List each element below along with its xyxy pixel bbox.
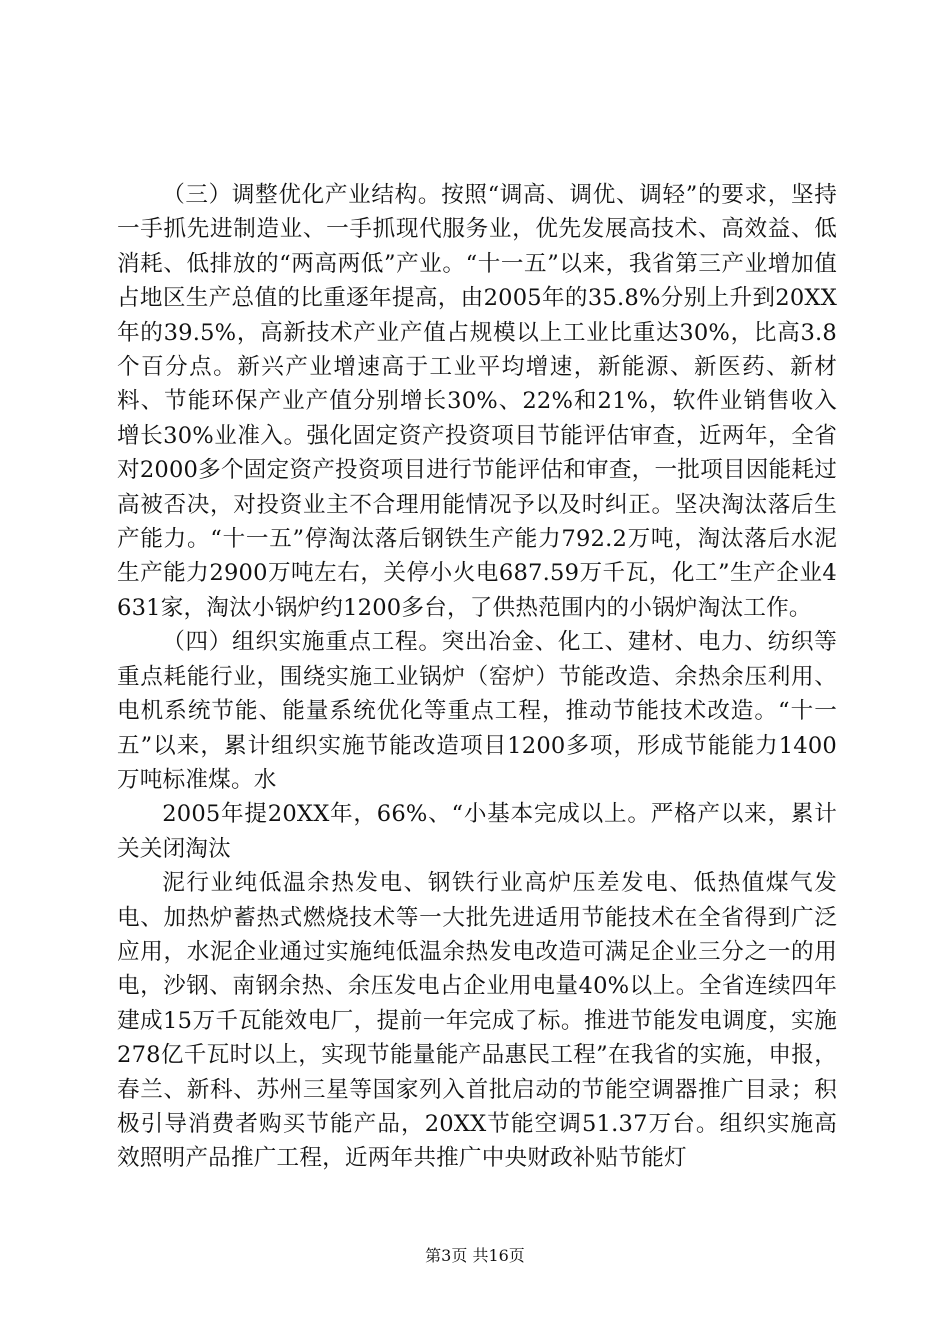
document-body [117, 178, 837, 1176]
paragraph-key-projects: （四）组织实施重点工程。突出冶金、化工、建材、电力、纺织等重点耗能行业，围绕实施工业锅炉（窑炉）节能改造、余热余压利用、电机系统节能、能量系统优化等重点工程，推动节能技术改造。“十一五”以来，累计组织实施节能改造项目1200多项，形成节能能力1400万吨标准煤。水 [117, 629, 837, 793]
paragraph-fragment: 2005年提20XX年，66%、“小基本完成以上。严格产以来，累计关关闭淘汰 [117, 801, 837, 862]
paragraph-energy-technology: 泥行业纯低温余热发电、钢铁行业高炉压差发电、低热值煤气发电、加热炉蓄热式燃烧技术等一大批先进适用节能技术在全省得到广泛应用，水泥企业通过实施纯低温余热发电改造可满足企业三分之一的用电，沙钢、南钢余热、余压发电占企业用电量40%以上。全省连续四年建成15万千瓦能效电厂，提前一年完成了标。推进节能发电调度，实施278亿千瓦时以上，实现节能量能产品惠民工程”在我省的实施，申报，春兰、新科、苏州三星等国家列入首批启动的节能空调器推广目录；积极引导消费者购买节能产品，20XX节能空调51.37万台。组织实施高效照明产品推广工程，近两年共推广中央财政补贴节能灯 [117, 870, 837, 1172]
paragraph-structure-optimization: （三）调整优化产业结构。按照“调高、调优、调轻”的要求，坚持一手抓先进制造业、一手抓现代服务业，优先发展高技术、高效益、低消耗、低排放的“两高两低”产业。“十一五”以来，我省第三产业增加值占地区生产总值的比重逐年提高，由2005年的35.8%分别上升到20XX年的39.5%，高新技术产业产值占规模以上工业比重达30%，比高3.8个百分点。新兴产业增速高于工业平均增速，新能源、新医药、新材料、节能环保产业产值分别增长30%、22%和21%，软件业销售收入增长30%业准入。强化固定资产投资项目节能评估审查，近两年，全省对2000多个固定资产投资项目进行节能评估和审查，一批项目因能耗过高被否决，对投资业主不合理用能情况予以及时纠正。坚决淘汰落后生产能力。“十一五”停淘汰落后钢铁生产能力792.2万吨，淘汰落后水泥生产能力2900万吨左右，关停小火电687.59万千瓦，化工”生产企业4631家，淘汰小锅炉约1200多台，了供热范围内的小锅炉淘汰工作。 [117, 182, 837, 621]
page-number-footer: 第3页 共16页 [425, 1246, 525, 1265]
